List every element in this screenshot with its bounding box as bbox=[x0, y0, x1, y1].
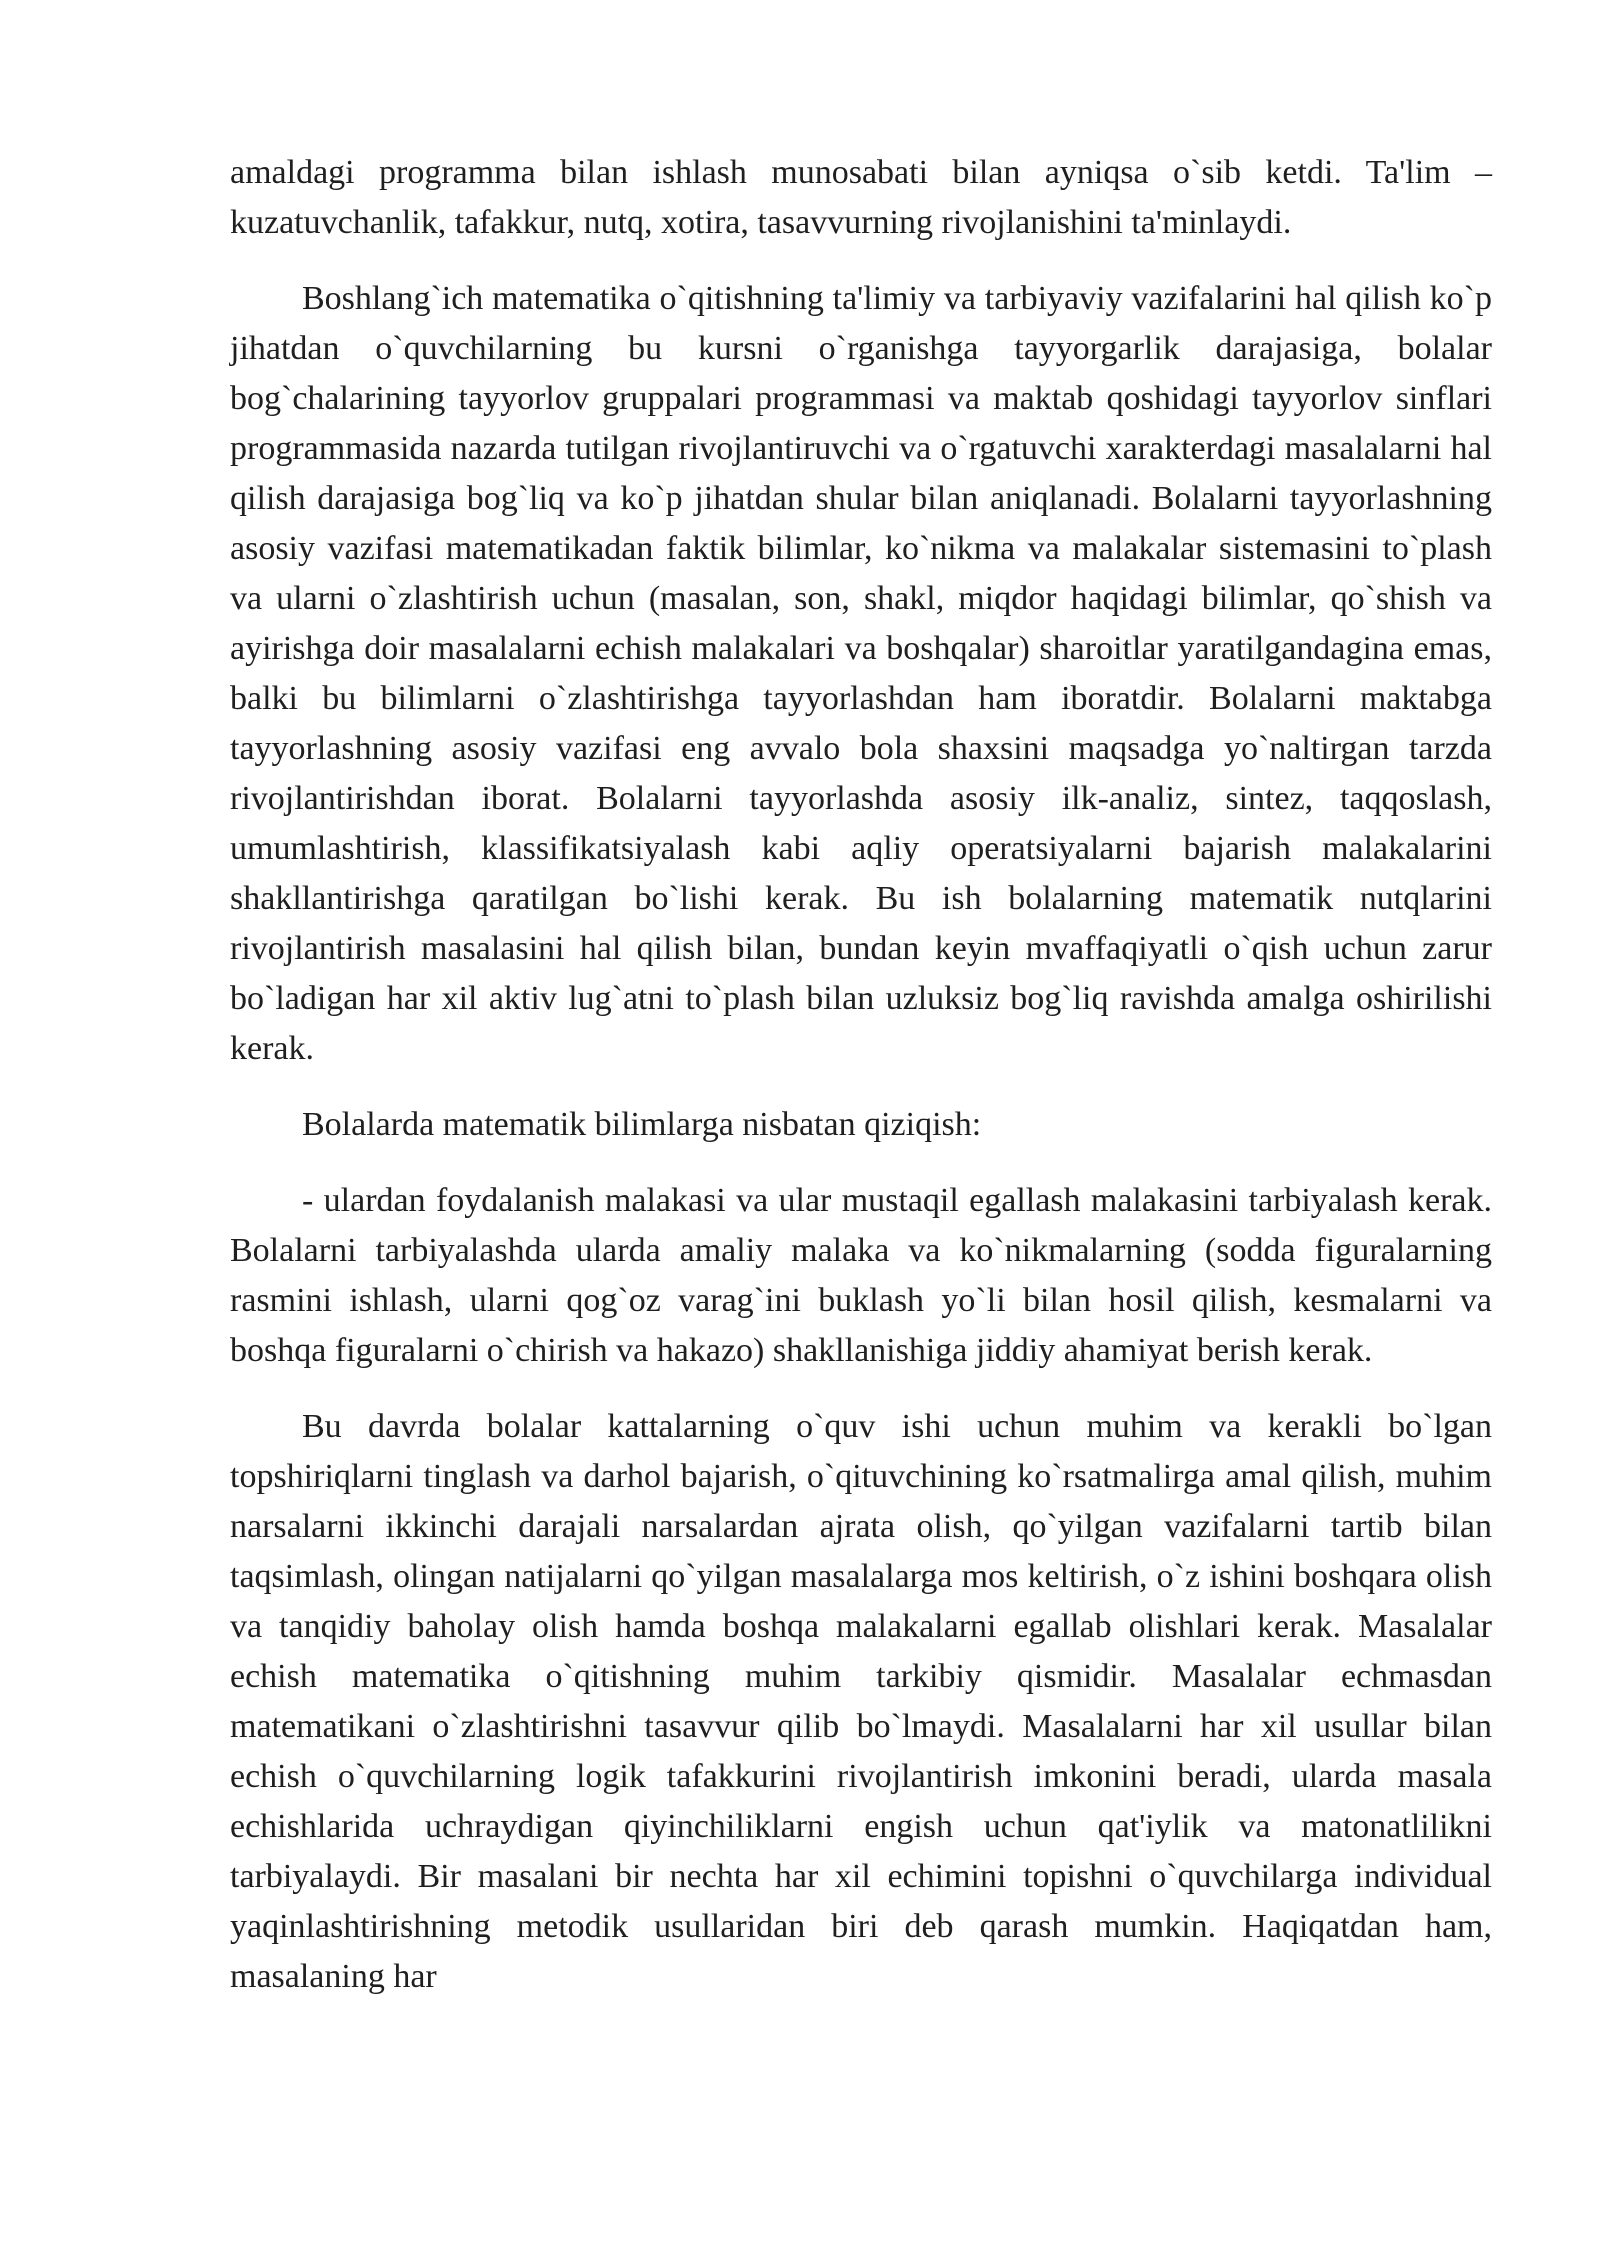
paragraph-3: Bolalarda matematik bilimlarga nisbatan qiziqish: bbox=[302, 1106, 982, 1143]
document-page bbox=[230, 148, 1492, 2002]
paragraph-5: Bu davrda bolalar kattalarning o`quv ishi uchun muhim va kerakli bo`lgan topshiriqlarni tinglash va darhol bajarish, o`qituvchining ko`rsatmalirga amal qilish, muhim narsalarni ikkinchi darajali narsalardan ajrata olish, qo`yilgan vazifalarni tartib bilan taqsimlash, olingan natijalarni qo`yilgan masalalarga mos keltirish, o`z ishini boshqara olish va tanqidiy baholay olish hamda boshqa malakalarni egallab olishlari kerak. Masalalar echish matematika o`qitishning muhim tarkibiy qismidir. Masalalar echmasdan matematikani o`zlashtirishni tasavvur qilib bo`lmaydi. Masalalarni har xil usullar bilan echish o`quvchilarning logik tafakkurini rivojlantirish imkonini beradi, ularda masala echishlarida uchraydigan qiyinchiliklarni engish uchun qat'iylik va matonatlilikni tarbiyalaydi. Bir masalani bir nechta har xil echimini topishni o`quvchilarga individual yaqinlashtirishning metodik usullaridan biri deb qarash mumkin. Haqiqatdan ham, masalaning har bbox=[230, 1408, 1492, 1995]
paragraph-4: - ulardan foydalanish malakasi va ular mustaqil egallash malakasini tarbiyalash kerak. Bolalarni tarbiyalashda ularda amaliy malaka va ko`nikmalarning (sodda figuralarning rasmini ishlash, ularni qog`oz varag`ini buklash yo`li bilan hosil qilish, kesmalarni va boshqa figuralarni o`chirish va hakazo) shakllanishiga jiddiy ahamiyat berish kerak. bbox=[230, 1182, 1492, 1369]
paragraph-2: Boshlang`ich matematika o`qitishning ta'limiy va tarbiyaviy vazifalarini hal qilish ko`p jihatdan o`quvchilarning bu kursni o`rganishga tayyorgarlik darajasiga, bolalar bog`chalarining tayyorlov gruppalari programmasi va maktab qoshidagi tayyorlov sinflari programmasida nazarda tutilgan rivojlantiruvchi va o`rgatuvchi xarakterdagi masalalarni hal qilish darajasiga bog`liq va ko`p jihatdan shular bilan aniqlanadi. Bolalarni tayyorlashning asosiy vazifasi matematikadan faktik bilimlar, ko`nikma va malakalar sistemasini to`plash va ularni o`zlashtirish uchun (masalan, son, shakl, miqdor haqidagi bilimlar, qo`shish va ayirishga doir masalalarni echish malakalari va boshqalar) sharoitlar yaratilgandagina emas, balki bu bilimlarni o`zlashtirishga tayyorlashdan ham iboratdir. Bolalarni maktabga tayyorlashning asosiy vazifasi eng avvalo bola shaxsini maqsadga yo`naltirgan tarzda rivojlantirishdan iborat. Bolalarni tayyorlashda asosiy ilk-analiz, sintez, taqqoslash, umumlashtirish, klassifikatsiyalash kabi aqliy operatsiyalarni bajarish malakalarini shakllantirishga qaratilgan bo`lishi kerak. Bu ish bolalarning matematik nutqlarini rivojlantirish masalasini hal qilish bilan, bundan keyin mvaffaqiyatli o`qish uchun zarur bo`ladigan har xil aktiv lug`atni to`plash bilan uzluksiz bog`liq ravishda amalga oshirilishi kerak. bbox=[230, 280, 1492, 1067]
paragraph-1: amaldagi programma bilan ishlash munosabati bilan ayniqsa o`sib ketdi. Ta'lim – kuzatuvchanlik, tafakkur, nutq, xotira, tasavvurning rivojlanishini ta'minlaydi. bbox=[230, 154, 1492, 241]
